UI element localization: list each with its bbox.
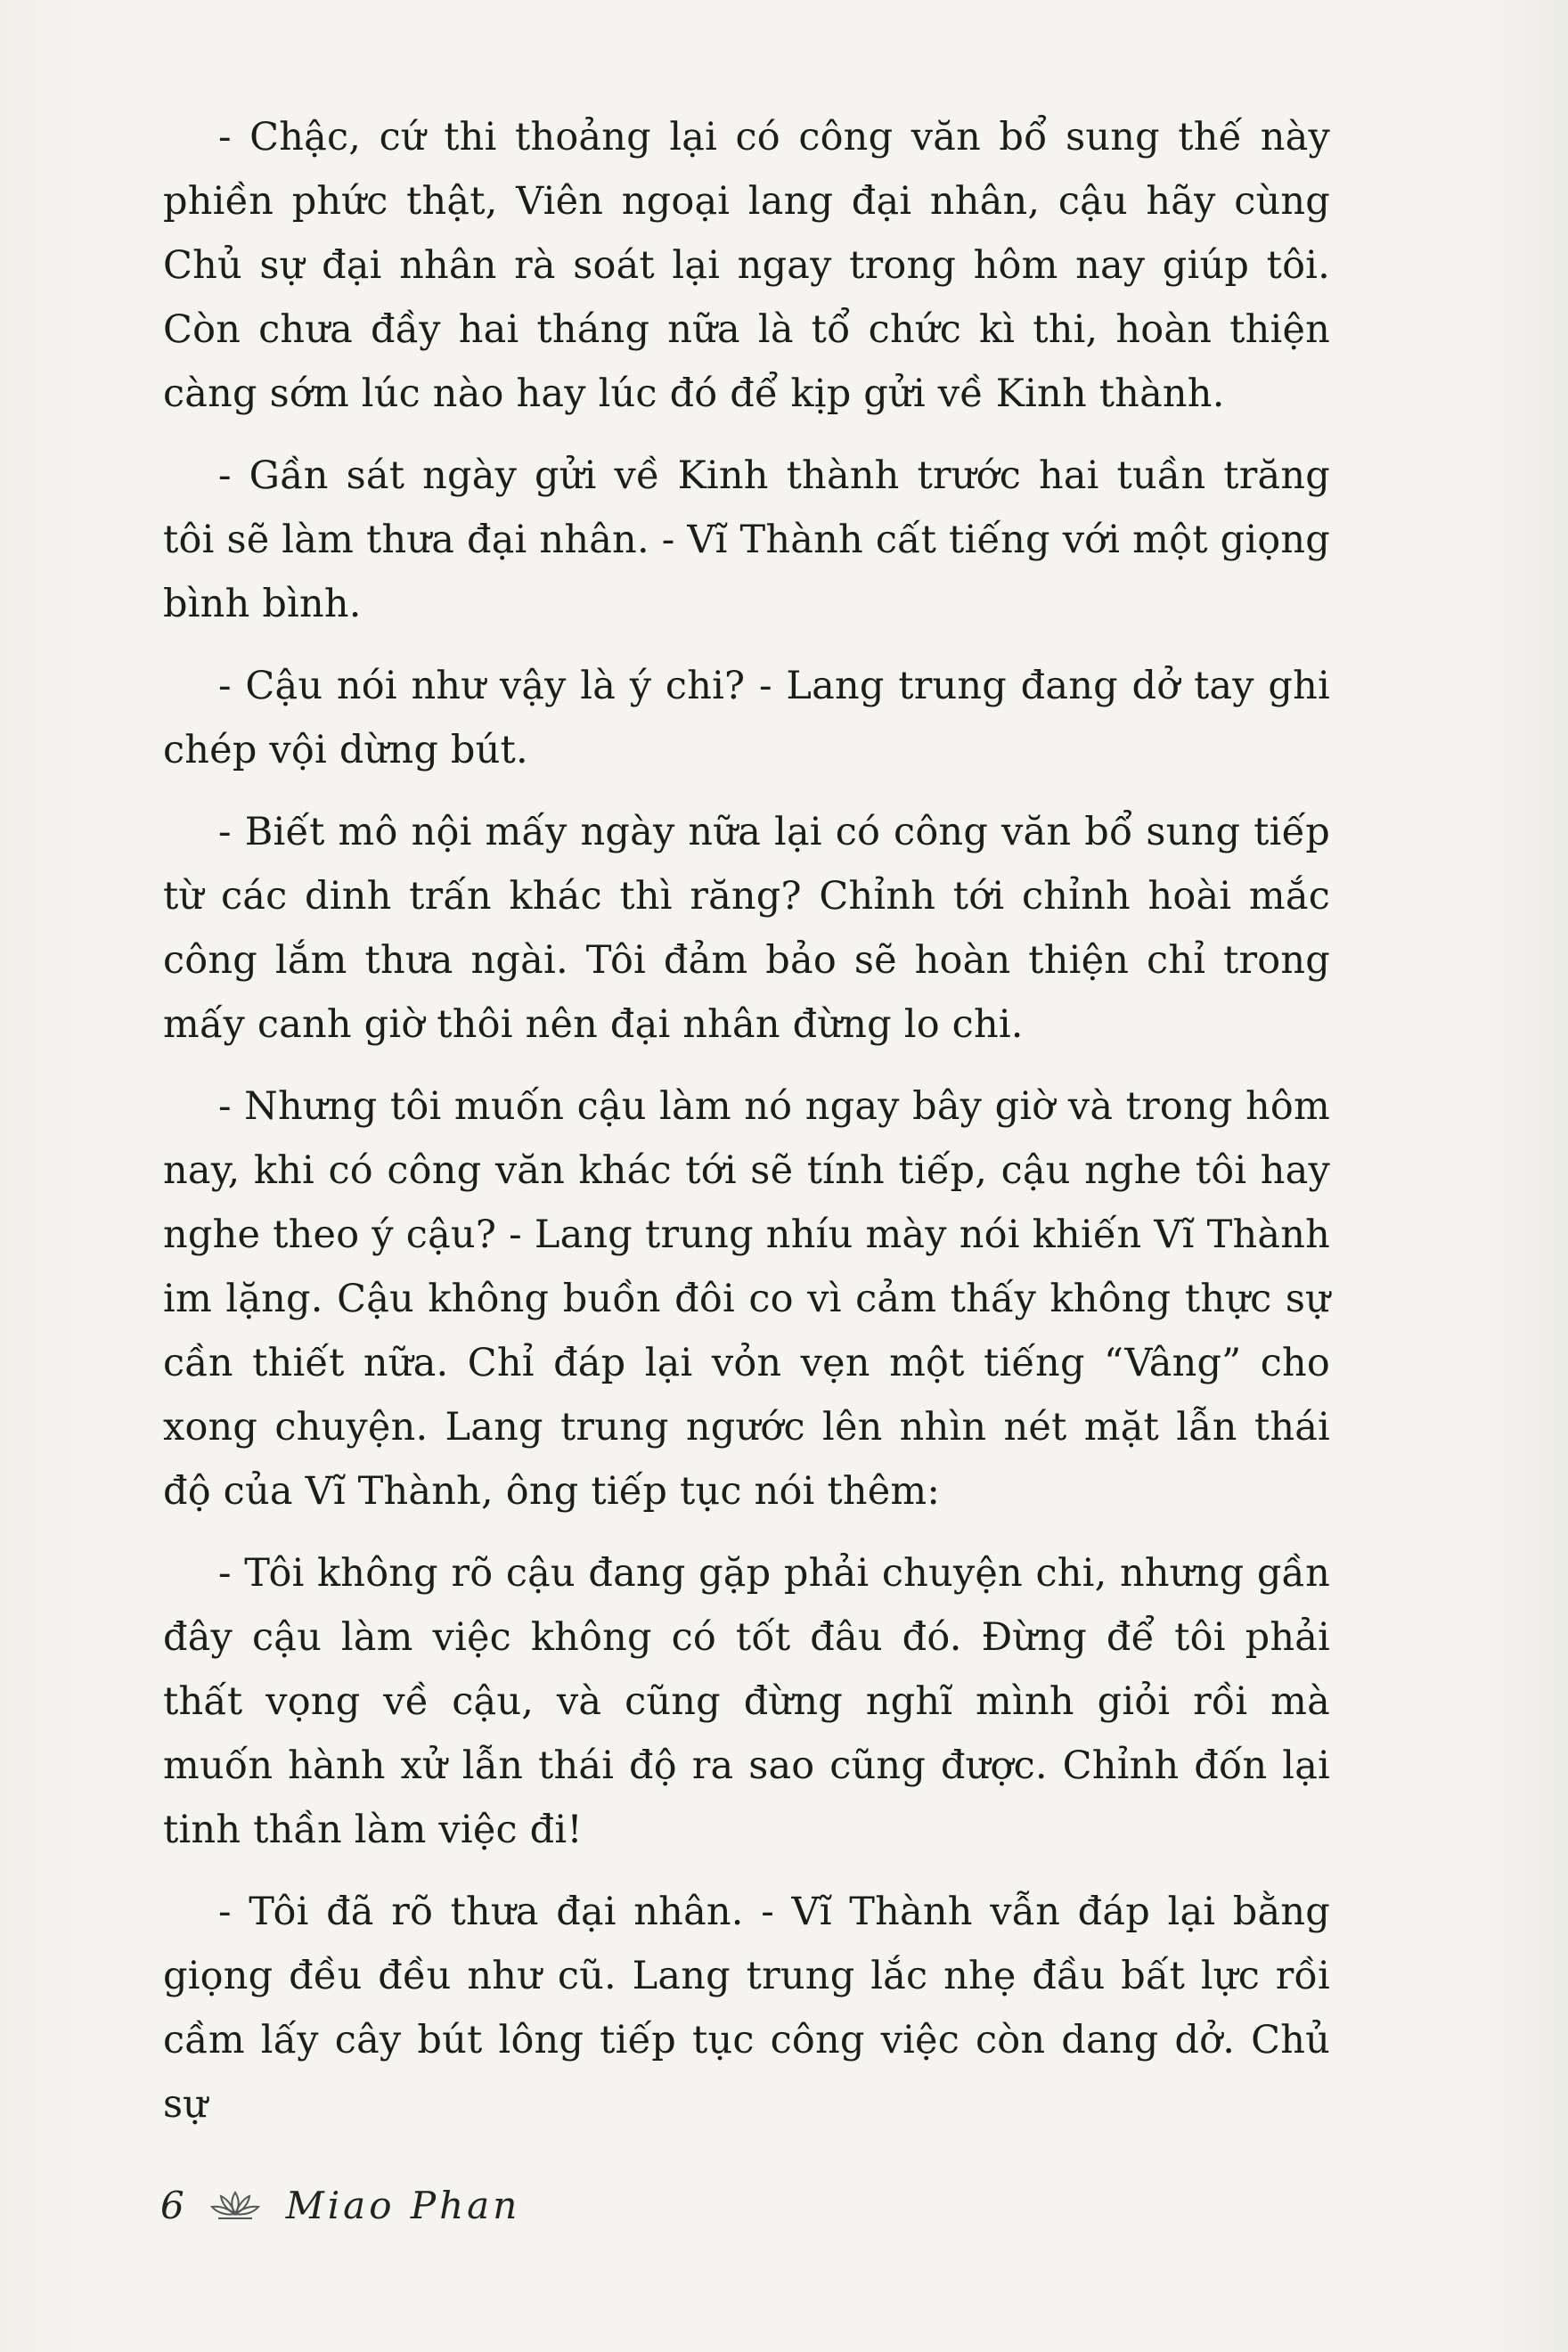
page-footer bbox=[160, 2174, 520, 2236]
paragraph: - Tôi không rõ cậu đang gặp phải chuyện chi, nhưng gần đây cậu làm việc không có tốt đâu đó. Đừng để tôi phải thất vọng về cậu, và cũng đừng nghĩ mình giỏi rồi mà muốn hành xử lẫn thái độ ra sao cũng được. Chỉnh đốn lại tinh thần làm việc đi! bbox=[163, 1551, 1330, 1852]
lotus-ornament-icon bbox=[209, 2187, 261, 2223]
paragraph: - Gần sát ngày gửi về Kinh thành trước hai tuần trăng tôi sẽ làm thưa đại nhân. - Vĩ Thành cất tiếng với một giọng bình bình. bbox=[163, 453, 1330, 626]
author-name: Miao Phan bbox=[285, 2183, 521, 2227]
paragraph: - Chậc, cứ thi thoảng lại có công văn bổ sung thế này phiền phức thật, Viên ngoại lang đại nhân, cậu hãy cùng Chủ sự đại nhân rà soát lại ngay trong hôm nay giúp tôi. Còn chưa đầy hai tháng nữa là tổ chức kì thi, hoàn thiện càng sớm lúc nào hay lúc đó để kịp gửi về Kinh thành. bbox=[163, 115, 1330, 416]
body-text bbox=[163, 105, 1330, 2154]
paragraph: - Nhưng tôi muốn cậu làm nó ngay bây giờ và trong hôm nay, khi có công văn khác tới sẽ tính tiếp, cậu nghe tôi hay nghe theo ý cậu? - Lang trung nhíu mày nói khiến Vĩ Thành im lặng. Cậu không buồn đôi co vì cảm thấy không thực sự cần thiết nữa. Chỉ đáp lại vỏn vẹn một tiếng “Vâng” cho xong chuyện. Lang trung ngước lên nhìn nét mặt lẫn thái độ của Vĩ Thành, ông tiếp tục nói thêm: bbox=[163, 1084, 1330, 1514]
paragraph: - Cậu nói như vậy là ý chi? - Lang trung đang dở tay ghi chép vội dừng bút. bbox=[163, 664, 1330, 772]
page-number: 6 bbox=[160, 2183, 184, 2227]
paragraph: - Biết mô nội mấy ngày nữa lại có công văn bổ sung tiếp từ các dinh trấn khác thì răng? Chỉnh tới chỉnh hoài mắc công lắm thưa ngài. Tôi đảm bảo sẽ hoàn thiện chỉ trong mấy canh giờ thôi nên đại nhân đừng lo chi. bbox=[163, 810, 1330, 1047]
paragraph: - Tôi đã rõ thưa đại nhân. - Vĩ Thành vẫn đáp lại bằng giọng đều đều như cũ. Lang trung lắc nhẹ đầu bất lực rồi cầm lấy cây bút lông tiếp tục công việc còn dang dở. Chủ sự bbox=[163, 1890, 1330, 2127]
